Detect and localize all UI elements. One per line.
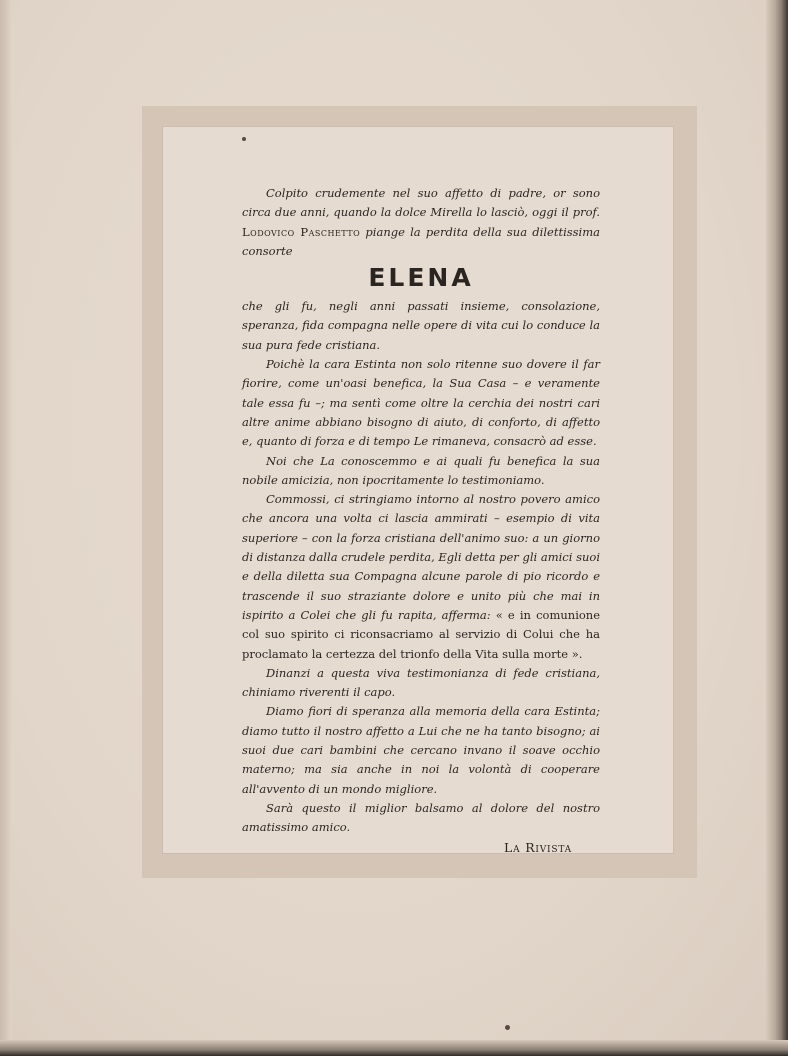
intro-paragraph (242, 184, 600, 261)
paragraph-6: Diamo fiori di speranza alla memoria della cara Estinta; diamo tutto il nostro affetto a Lui che ne ha tanto bisogno; ai suoi due cari bambini che cercano invano il soave occhio materno; ma sia anche in noi la volontà di cooperare all'avvento di un mondo migliore. (242, 704, 600, 796)
intro-text: Colpito crudemente nel suo affetto di padre, or sono circa due anni, quando la dolce Mirella lo lasciò, oggi il prof. (242, 186, 600, 220)
page-gutter (0, 0, 12, 1056)
paragraph-5: Dinanzi a questa viva testimonianza di fede cristiana, chiniamo riverenti il capo. (242, 665, 600, 700)
page-edge-right (766, 0, 788, 1056)
paper-speck (505, 1025, 510, 1030)
deceased-name-heading: ELENA (368, 263, 474, 293)
paragraph-2: Poichè la cara Estinta non solo ritenne suo dovere il far fiorire, come un'oasi benefica, la Sua Casa – e veramente tale essa fu –; ma sentì come oltre la cerchia dei nostri cari altre anime abbiano bisogno di aiuto, di conforto, di affetto e, quanto di forza e di tempo Le rimaneva, consacrò ad esse. (242, 357, 600, 449)
signature: La Rivista (504, 839, 572, 855)
paragraph-7: Sarà questo il miglior balsamo al dolore del nostro amatissimo amico. (242, 800, 600, 835)
intro-tail: piange la perdita della sua dilettissima consorte (242, 224, 600, 258)
paragraph-4 (242, 490, 600, 664)
paper-speck (242, 137, 246, 141)
page-edge-bottom (0, 1040, 788, 1056)
paragraph-1: che gli fu, negli anni passati insieme, consolazione, speranza, fida compagna nelle opere di vita cui lo conduce la sua pura fede cristiana. (242, 299, 600, 352)
paragraph-4-text: Commossi, ci stringiamo intorno al nostro povero amico che ancora una volta ci lascia ammirati – esempio di vita superiore – con la forza cristiana dell'animo suo: a un giorno di distanza dalla crudele perdita, Egli detta per gli amici suoi e della diletta sua Compagna alcune parole di pio ricordo e trascende il suo straziante dolore e unito più che mai in ispirito a Colei che gli fu rapita, afferma: (242, 492, 600, 622)
obituary-article (242, 184, 600, 855)
professor-name: Lodovico Paschetto (242, 224, 361, 239)
paragraph-4-quote: « e in comunione col suo spirito ci riconsacriamo al servizio di Colui che ha proclamato la certezza del trionfo della Vita sulla morte ». (242, 607, 601, 661)
paragraph-3: Noi che La conoscemmo e ai quali fu benefica la sua nobile amicizia, non ipocritamente lo testimoniamo. (242, 453, 600, 487)
